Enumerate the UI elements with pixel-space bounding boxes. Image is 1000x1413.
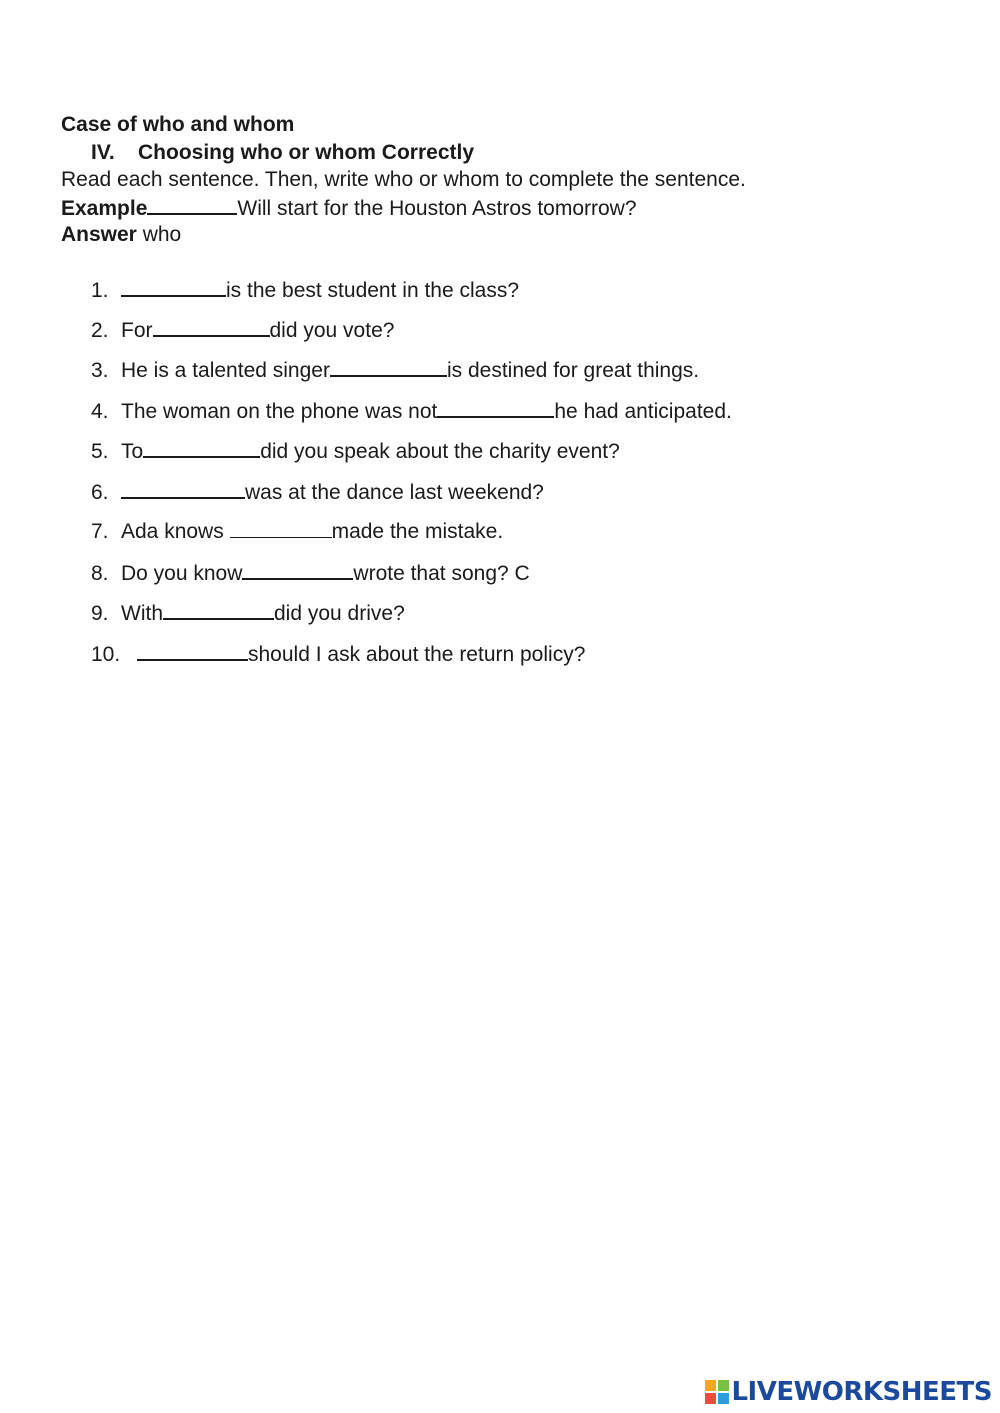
answer-blank[interactable] [121, 479, 245, 499]
question-text-before: The woman on the phone was not [121, 400, 438, 423]
question-text-before: With [121, 602, 163, 625]
question-2 [91, 317, 394, 343]
instructions: Read each sentence. Then, write who or whom to complete the sentence. [61, 168, 746, 191]
question-text-after: is destined for great things. [446, 359, 700, 382]
question-3 [91, 357, 699, 383]
answer-line [61, 223, 181, 247]
question-text-before: He is a talented singer [121, 359, 330, 382]
answer-blank[interactable] [143, 438, 260, 458]
question-number: 6. [91, 481, 109, 504]
question-number: 5. [91, 440, 109, 463]
question-text-before: Ada knows [121, 520, 224, 543]
example-line [61, 195, 637, 221]
question-text-after: wrote that song? C [353, 562, 530, 585]
question-number: 7. [91, 520, 109, 543]
question-number: 10. [91, 643, 121, 666]
question-text-before: For [121, 319, 153, 342]
answer-value: who [142, 223, 182, 246]
question-number: 8. [91, 562, 109, 585]
example-label: Example [61, 197, 148, 220]
question-8 [91, 560, 530, 586]
question-text-after: was at the dance last weekend? [245, 481, 544, 504]
question-text-before: To [121, 440, 144, 463]
question-text-after: did you drive? [274, 602, 405, 625]
question-5 [91, 438, 620, 464]
question-text-after: did you vote? [269, 319, 395, 342]
section-title: Choosing who or whom Correctly [138, 141, 475, 164]
question-1 [91, 277, 519, 303]
question-number: 2. [91, 319, 109, 342]
question-text-before: Do you know [121, 562, 243, 585]
answer-blank[interactable] [437, 398, 554, 418]
question-number: 4. [91, 400, 109, 423]
question-6 [91, 479, 544, 505]
question-number: 9. [91, 602, 109, 625]
question-4 [91, 398, 732, 424]
liveworksheets-brand[interactable] [705, 1377, 992, 1407]
question-text-after: he had anticipated. [554, 400, 732, 423]
worksheet-title: Case of who and whom [61, 113, 295, 136]
question-9 [91, 600, 405, 626]
question-text-after: is the best student in the class? [226, 279, 520, 302]
question-number: 1. [91, 279, 109, 302]
answer-blank[interactable] [163, 600, 274, 620]
question-text-after: made the mistake. [331, 520, 504, 543]
example-blank [147, 195, 237, 215]
answer-blank[interactable] [330, 357, 447, 377]
answer-label: Answer [61, 223, 137, 246]
question-number: 3. [91, 359, 109, 382]
example-text: Will start for the Houston Astros tomorrow? [237, 197, 637, 220]
answer-blank[interactable] [153, 317, 270, 337]
question-text-after: should I ask about the return policy? [248, 643, 586, 666]
section-heading [91, 141, 474, 165]
answer-blank[interactable] [137, 641, 248, 661]
liveworksheets-logo-icon [705, 1380, 729, 1404]
brand-name: LIVEWORKSHEETS [731, 1377, 992, 1407]
answer-blank[interactable] [242, 560, 353, 580]
answer-blank[interactable] [230, 519, 332, 538]
question-7 [91, 519, 503, 544]
answer-blank[interactable] [121, 277, 226, 297]
question-10 [91, 641, 585, 667]
question-text-after: did you speak about the charity event? [260, 440, 620, 463]
section-number: IV. [91, 141, 115, 164]
